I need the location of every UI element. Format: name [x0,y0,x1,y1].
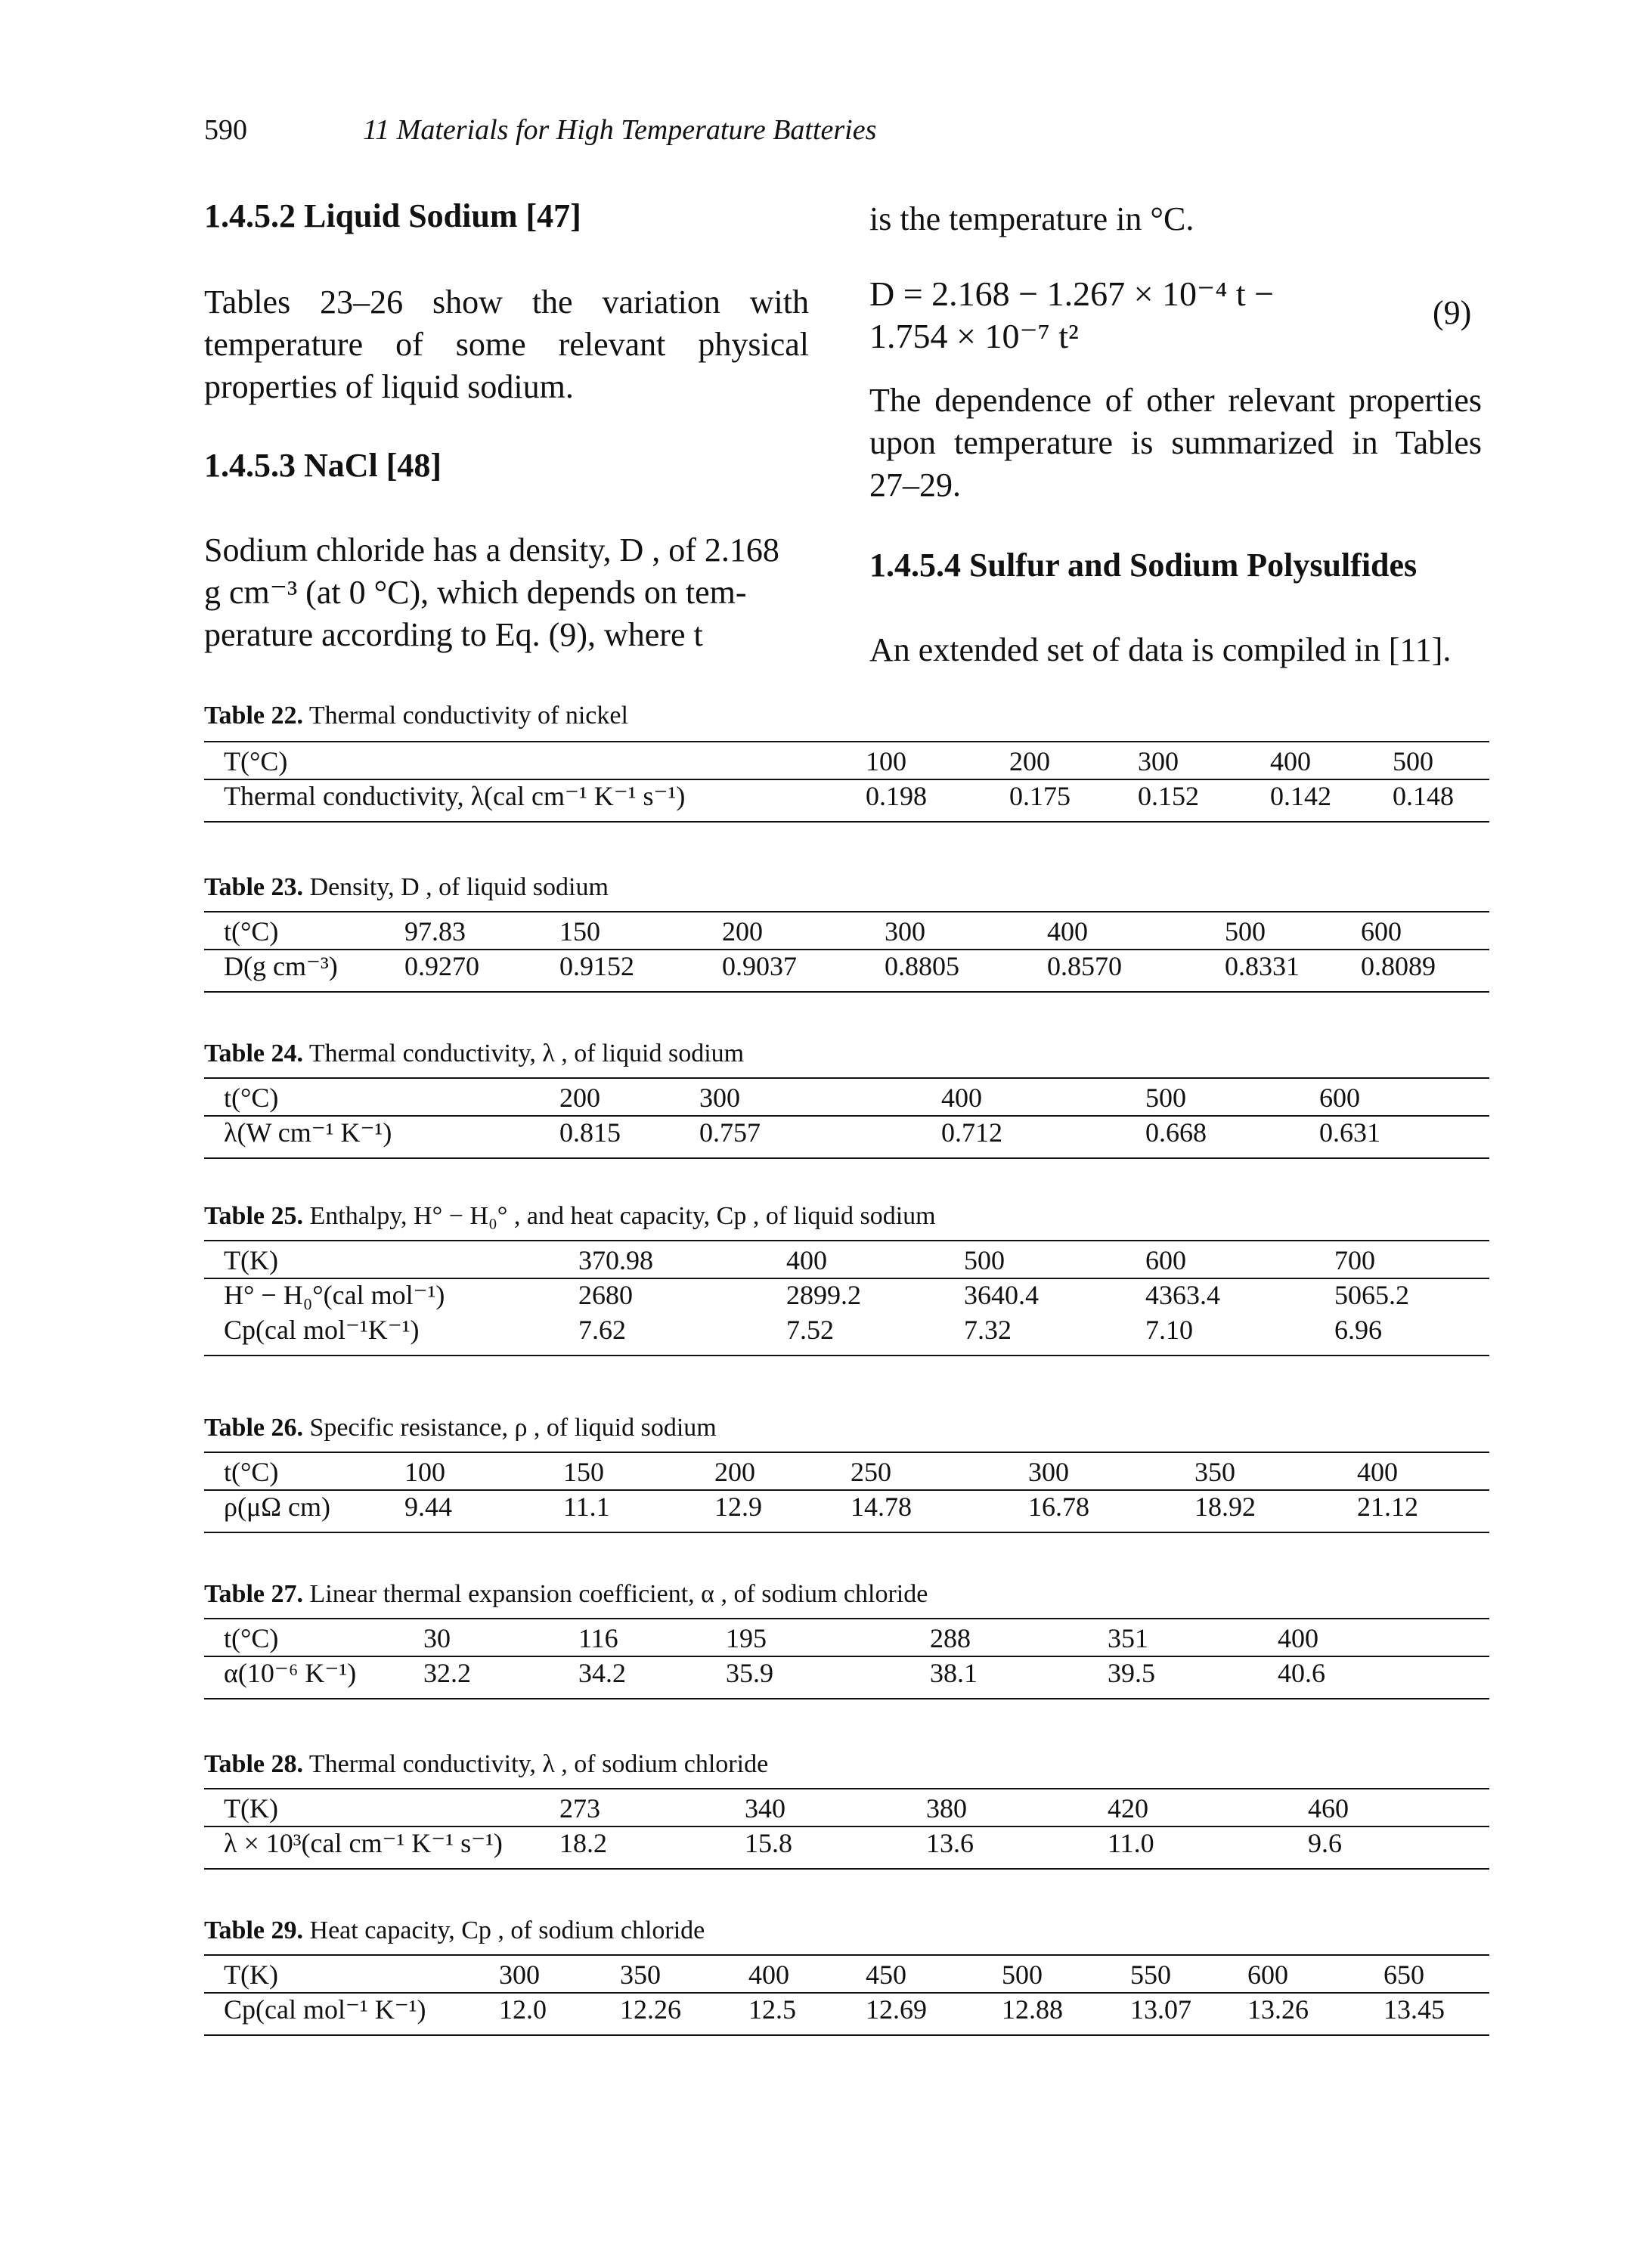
table-t27 [204,1618,1489,1698]
table-cell: 18.92 [1194,1492,1256,1522]
table-cell: 13.07 [1130,1994,1191,2025]
table-cell: 9.6 [1308,1828,1342,1858]
table-t24 [204,1077,1489,1157]
table-row-label: Thermal conductivity, λ(cal cm⁻¹ K⁻¹ s⁻¹) [224,781,686,811]
table-cell: 3640.4 [964,1280,1039,1310]
table-header-cell: 300 [499,1960,540,1990]
table-header-cell: 250 [851,1457,891,1487]
table-header-cell: 340 [745,1793,785,1823]
table-header-cell: 200 [559,1083,600,1113]
table-header-cell: 116 [578,1623,618,1653]
table-cell: 0.631 [1319,1117,1380,1148]
table-top-rule [204,911,1489,912]
table-caption-label: Table 24. [204,1040,304,1067]
table-header-cell: 600 [1247,1960,1288,1990]
table-top-rule [204,1452,1489,1453]
table-cell: 11.0 [1108,1828,1154,1858]
table-cell: 0.198 [866,781,927,811]
table-cell: 11.1 [563,1492,610,1522]
table-caption-label: Table 26. [204,1414,304,1442]
table-cell: 40.6 [1278,1658,1325,1688]
table-header-cell: 400 [1047,916,1088,947]
table-top-rule [204,1240,1489,1241]
table-cell: 0.9270 [404,951,479,981]
table-t25 [204,1240,1489,1355]
table-header-cell: 500 [964,1245,1005,1275]
table-caption-t29 [204,1916,705,1945]
table-cell: 0.8805 [885,951,959,981]
table-cell: 12.69 [866,1994,927,2025]
table-top-rule [204,1618,1489,1619]
table-cell: 12.9 [714,1492,762,1522]
table-cell: 6.96 [1334,1315,1382,1345]
table-bottom-rule [204,1355,1489,1356]
table-cell: 13.6 [926,1828,974,1858]
table-cell: 9.44 [404,1492,452,1522]
table-cell: 34.2 [578,1658,626,1688]
table-caption-t27 [204,1580,928,1609]
table-cell: 13.26 [1247,1994,1309,2025]
table-cell: 0.8331 [1225,951,1300,981]
table-caption-t23 [204,873,609,902]
table-header-cell: 200 [722,916,763,947]
table-cell: 14.78 [851,1492,912,1522]
table-header-cell: 460 [1308,1793,1349,1823]
table-cell: 0.757 [699,1117,761,1148]
table-caption-t25 [204,1202,936,1231]
table-header-cell: 351 [1108,1623,1148,1653]
table-t28 [204,1788,1489,1868]
table-header-cell: 150 [559,916,600,947]
table-cell: 21.12 [1357,1492,1418,1522]
table-header-cell: 350 [620,1960,661,1990]
table-cell: 5065.2 [1334,1280,1409,1310]
table-header-cell: 30 [423,1623,451,1653]
table-cell: 12.5 [748,1994,796,2025]
table-top-rule [204,1788,1489,1789]
table-t26 [204,1452,1489,1532]
table-header-label: T(K) [224,1245,278,1275]
table-top-rule [204,741,1489,742]
table-row-label: H° − H₀°(cal mol⁻¹) [224,1280,445,1310]
equation-9-line1: D = 2.168 − 1.267 × 10⁻⁴ t − [869,274,1275,313]
table-cell: 0.668 [1145,1117,1207,1148]
table-caption-label: Table 29. [204,1916,304,1944]
paragraph-dependence: The dependence of other relevant properties upon temperature is summarized in Tables 27–29. [869,382,1482,503]
table-caption-text: Enthalpy, H° − H₀° , and heat capacity, Cp , of liquid sodium [303,1202,936,1230]
table-row-label: D(g cm⁻³) [224,951,338,981]
running-title: 11 Materials for High Temperature Batteries [363,114,877,146]
table-header-label: T(K) [224,1960,278,1990]
table-cell: 0.142 [1270,781,1331,811]
table-header-cell: 500 [1393,746,1433,776]
table-bottom-rule [204,821,1489,823]
table-caption-text: Linear thermal expansion coefficient, α , of sodium chloride [303,1580,928,1608]
table-cell: 7.32 [964,1315,1012,1345]
table-cell: 12.26 [620,1994,681,2025]
table-cell: 7.10 [1145,1315,1193,1345]
table-cell: 13.45 [1383,1994,1445,2025]
section-heading-liquid-sodium: 1.4.5.2 Liquid Sodium [47] [204,197,581,234]
paragraph-temperature: is the temperature in °C. [869,200,1194,237]
table-caption-label: Table 23. [204,873,304,901]
table-caption-t22 [204,702,628,730]
table-header-cell: 400 [1357,1457,1398,1487]
table-header-label: t(°C) [224,1623,279,1653]
table-row-label: Cp(cal mol⁻¹ K⁻¹) [224,1994,426,2025]
table-header-cell: 500 [1225,916,1266,947]
section-heading-sulfur: 1.4.5.4 Sulfur and Sodium Polysulfides [869,547,1418,584]
table-header-cell: 700 [1334,1245,1375,1275]
section-heading-nacl: 1.4.5.3 NaCl [48] [204,447,442,484]
table-header-cell: 500 [1145,1083,1186,1113]
table-header-cell: 195 [726,1623,767,1653]
table-caption-text: Thermal conductivity, λ , of sodium chloride [303,1750,769,1778]
table-header-cell: 370.98 [578,1245,653,1275]
table-header-rule [204,1489,1489,1491]
table-header-rule [204,1115,1489,1117]
table-header-cell: 650 [1383,1960,1424,1990]
table-bottom-rule [204,1157,1489,1159]
paragraph-sulfur: An extended set of data is compiled in [11]. [869,631,1452,668]
table-cell: 0.712 [941,1117,1002,1148]
table-row-label: λ(W cm⁻¹ K⁻¹) [224,1117,392,1148]
table-cell: 4363.4 [1145,1280,1220,1310]
table-row-label: Cp(cal mol⁻¹K⁻¹) [224,1315,420,1345]
table-row-label: α(10⁻⁶ K⁻¹) [224,1658,357,1688]
table-row-label: λ × 10³(cal cm⁻¹ K⁻¹ s⁻¹) [224,1828,503,1858]
table-header-cell: 300 [699,1083,740,1113]
table-header-label: t(°C) [224,1083,279,1113]
table-header-cell: 500 [1002,1960,1043,1990]
table-header-label: T(K) [224,1793,278,1823]
table-header-cell: 400 [941,1083,982,1113]
table-caption-text: Heat capacity, Cp , of sodium chloride [303,1916,705,1944]
table-cell: 35.9 [726,1658,773,1688]
table-header-cell: 200 [714,1457,755,1487]
table-header-cell: 273 [559,1793,600,1823]
table-header-cell: 420 [1108,1793,1148,1823]
table-cell: 0.148 [1393,781,1454,811]
table-header-cell: 600 [1145,1245,1186,1275]
table-caption-text: Thermal conductivity, λ , of liquid sodium [303,1040,745,1067]
table-caption-label: Table 22. [204,702,304,730]
table-cell: 7.52 [786,1315,834,1345]
table-top-rule [204,1077,1489,1079]
table-caption-text: Thermal conductivity of nickel [303,702,628,730]
table-caption-t28 [204,1750,768,1779]
table-bottom-rule [204,1698,1489,1699]
table-header-label: t(°C) [224,1457,279,1487]
table-header-cell: 380 [926,1793,967,1823]
table-cell: 32.2 [423,1658,471,1688]
table-cell: 18.2 [559,1828,607,1858]
table-cell: 38.1 [930,1658,978,1688]
table-header-cell: 350 [1194,1457,1235,1487]
table-bottom-rule [204,991,1489,993]
table-t29 [204,1954,1489,2034]
table-cell: 0.152 [1138,781,1199,811]
equation-number: (9) [1433,294,1472,331]
table-cell: 0.175 [1009,781,1071,811]
table-header-cell: 400 [786,1245,827,1275]
table-cell: 16.78 [1028,1492,1089,1522]
table-header-cell: 300 [1028,1457,1069,1487]
table-header-cell: 400 [1270,746,1311,776]
table-header-cell: 450 [866,1960,906,1990]
table-caption-text: Density, D , of liquid sodium [303,873,609,901]
table-cell: 2899.2 [786,1280,861,1310]
table-header-cell: 300 [885,916,925,947]
table-cell: 0.815 [559,1117,621,1148]
table-caption-label: Table 28. [204,1750,304,1778]
table-top-rule [204,1954,1489,1956]
table-caption-text: Specific resistance, ρ , of liquid sodium [303,1414,717,1442]
paragraph-liquid-sodium: Tables 23–26 show the variation with temperature of some relevant physical properties of liquid sodium. [204,284,809,405]
table-caption-t24 [204,1040,744,1068]
table-bottom-rule [204,2034,1489,2036]
table-cell: 7.62 [578,1315,626,1345]
table-cell: 15.8 [745,1828,792,1858]
paragraph-nacl-line1: Sodium chloride has a density, D , of 2.168 [204,531,779,569]
table-cell: 2680 [578,1280,633,1310]
table-t23 [204,911,1489,991]
table-cell: 0.8570 [1047,951,1122,981]
table-cell: 0.9037 [722,951,797,981]
table-header-label: t(°C) [224,916,279,947]
table-cell: 12.88 [1002,1994,1063,2025]
table-header-cell: 97.83 [404,916,466,947]
table-header-cell: 600 [1361,916,1402,947]
table-header-cell: 400 [748,1960,789,1990]
table-bottom-rule [204,1868,1489,1870]
table-header-cell: 600 [1319,1083,1360,1113]
table-cell: 12.0 [499,1994,547,2025]
paragraph-nacl-line2: g cm⁻³ (at 0 °C), which depends on tem- [204,574,747,611]
paragraph-nacl-line3: perature according to Eq. (9), where t [204,616,703,653]
table-header-cell: 400 [1278,1623,1318,1653]
table-header-cell: 100 [866,746,906,776]
table-header-cell: 288 [930,1623,971,1653]
table-caption-label: Table 25. [204,1202,304,1230]
table-row-label: ρ(μΩ cm) [224,1492,330,1522]
table-cell: 0.8089 [1361,951,1436,981]
table-header-cell: 550 [1130,1960,1171,1990]
equation-9-line2: 1.754 × 10⁻⁷ t² [869,317,1079,355]
table-header-cell: 300 [1138,746,1179,776]
table-header-cell: 150 [563,1457,604,1487]
page-number: 590 [204,114,247,146]
table-t22 [204,741,1489,821]
table-header-cell: 200 [1009,746,1050,776]
table-header-label: T(°C) [224,746,288,776]
table-bottom-rule [204,1532,1489,1533]
table-caption-t26 [204,1414,717,1442]
table-cell: 0.9152 [559,951,634,981]
table-caption-label: Table 27. [204,1580,304,1608]
table-header-cell: 100 [404,1457,445,1487]
table-cell: 39.5 [1108,1658,1155,1688]
